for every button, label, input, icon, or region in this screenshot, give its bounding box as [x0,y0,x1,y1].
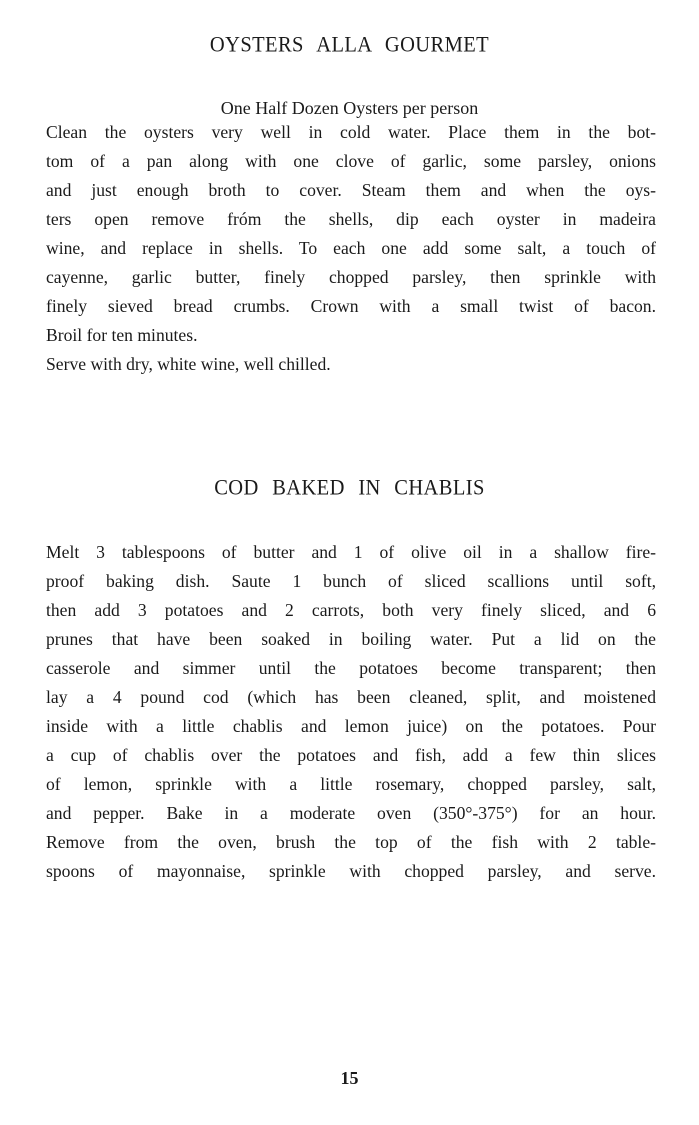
text-line: spoons of mayonnaise, sprinkle with chopped parsley, and serve. [46,861,656,881]
text-line: proof baking dish. Saute 1 bunch of sliced scallions until soft, [46,571,656,591]
text-line: Melt 3 tablespoons of butter and 1 of olive oil in a shallow fire- [46,542,656,562]
text-line: then add 3 potatoes and 2 carrots, both very finely sliced, and 6 [46,600,656,620]
text-line: finely sieved bread crumbs. Crown with a small twist of bacon. [46,296,656,316]
serving-suggestion: Serve with dry, white wine, well chilled. [46,354,331,374]
text-line: of lemon, sprinkle with a little rosemary, chopped parsley, salt, [46,774,656,794]
text-line: Broil for ten minutes. [46,325,198,345]
recipe-title: COD BAKED IN CHABLIS [214,476,485,500]
text-line: Remove from the oven, brush the top of the fish with 2 table- [46,832,656,852]
text-line: ters open remove fróm the shells, dip each oyster in madeira [46,209,656,229]
text-line: casserole and simmer until the potatoes become transparent; then [46,658,656,678]
text-line: Clean the oysters very well in cold water. Place them in the bot- [46,122,656,142]
text-line: and just enough broth to cover. Steam them and when the oys- [46,180,656,200]
recipe-title: OYSTERS ALLA GOURMET [209,33,490,57]
text-line: and pepper. Bake in a moderate oven (350°-375°) for an hour. [46,803,656,823]
recipe-instructions [46,538,656,886]
page-number: 15 [340,1068,359,1088]
recipe-instructions [46,118,656,379]
text-line: prunes that have been soaked in boiling water. Put a lid on the [46,629,656,649]
text-line: lay a 4 pound cod (which has been cleaned, split, and moistened [46,687,656,707]
text-line: tom of a pan along with one clove of garlic, some parsley, onions [46,151,656,171]
text-line: a cup of chablis over the potatoes and fish, add a few thin slices [46,745,656,765]
recipe-serving-note: One Half Dozen Oysters per person [220,98,479,118]
text-line: inside with a little chablis and lemon juice) on the potatoes. Pour [46,716,656,736]
text-line: cayenne, garlic butter, finely chopped parsley, then sprinkle with [46,267,656,287]
text-line: wine, and replace in shells. To each one add some salt, a touch of [46,238,656,258]
